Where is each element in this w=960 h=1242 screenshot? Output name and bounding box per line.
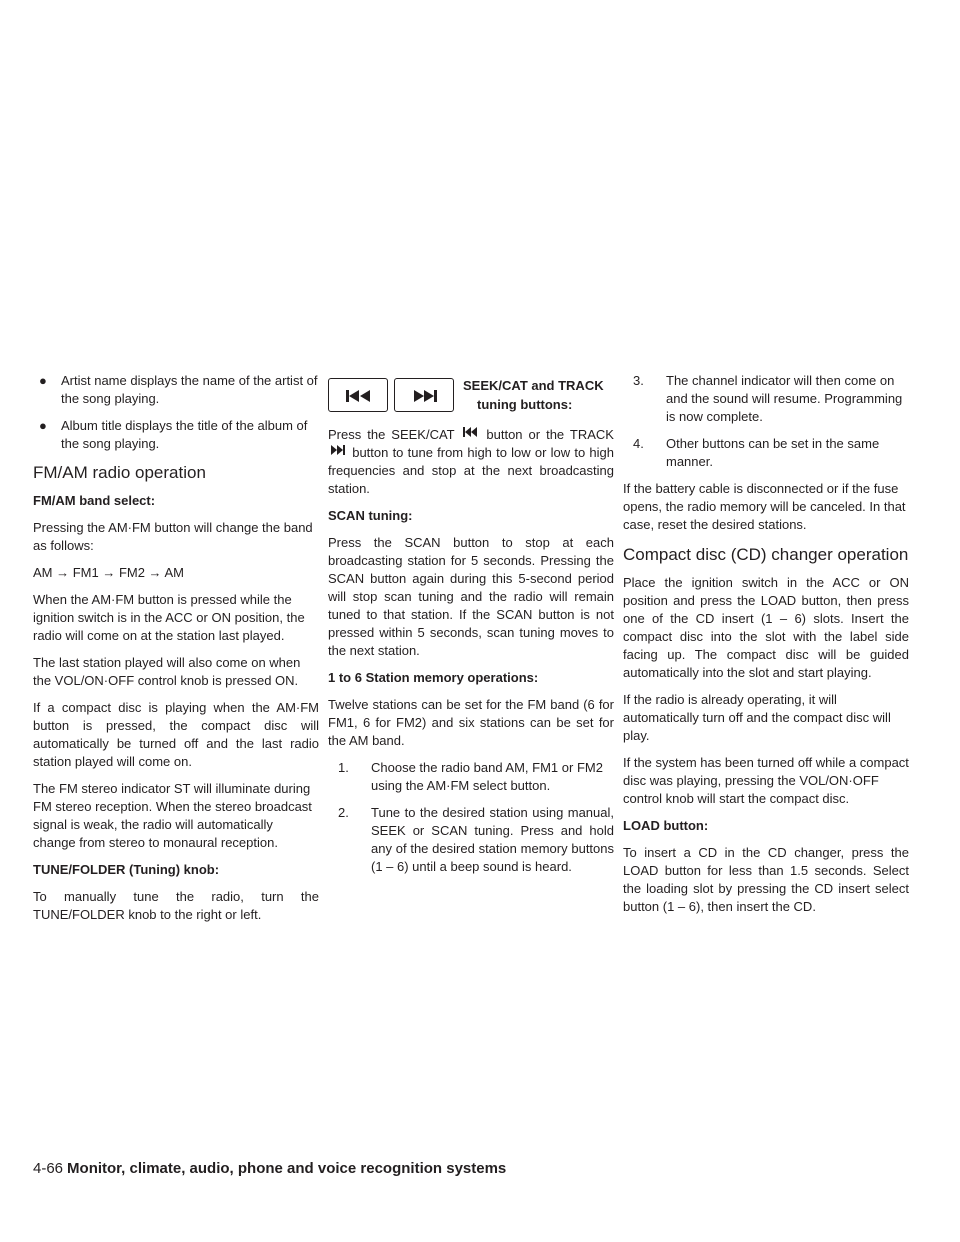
paragraph: If the battery cable is disconnected or if the fuse opens, the radio memory will be canceled. In that case, reset the desired stations. [623, 481, 906, 532]
step-text: Other buttons can be set in the same manner. [666, 436, 880, 469]
paragraph: To manually tune the radio, turn the TUNE/FOLDER knob to the right or left. [33, 889, 319, 922]
subheading-scan: SCAN tuning: [328, 508, 413, 523]
subheading-seek [463, 376, 604, 414]
page-footer [33, 1159, 506, 1179]
subheading-band-select: FM/AM band select: [33, 493, 156, 508]
subheading-seek-line1: SEEK/CAT and TRACK [463, 378, 604, 393]
column-middle [328, 372, 614, 885]
list-item [328, 804, 614, 876]
seek-text-a: Press the SEEK/CAT [328, 427, 455, 442]
skip-back-icon [344, 389, 374, 403]
bullet-text: Album title displays the title of the album of the song playing. [61, 418, 308, 451]
subheading-load: LOAD button: [623, 818, 709, 833]
page-number: 4-66 [33, 1160, 64, 1177]
paragraph: If the system has been turned off while a compact disc was playing, pressing the VOL/ON·OFF control knob will start the compact disc. [623, 755, 909, 806]
step-number: 3. [633, 373, 644, 388]
step-text: Tune to the desired station using manual, SEEK or SCAN tuning. Press and hold any of the desired station memory buttons (1 – 6) until a beep sound is heard. [371, 805, 614, 874]
list-item [328, 759, 614, 795]
column-left [33, 372, 319, 933]
list-item [33, 417, 319, 453]
paragraph: Press the SCAN button to stop at each broadcasting station for 5 seconds. Pressing the SCAN button again during this 5-second period will stop scan tuning and the radio will remain tuned to that station. If the SCAN button is not pressed within 5 seconds, scan tuning moves to the next station. [328, 535, 614, 658]
subheading-seek-line2: tuning buttons: [477, 397, 573, 412]
seek-heading-block [328, 372, 614, 426]
chapter-title: Monitor, climate, audio, phone and voice recognition systems [67, 1160, 507, 1177]
section-heading-fmam: FM/AM radio operation [33, 463, 206, 482]
skip-forward-icon [410, 389, 440, 403]
seek-button-illustration [328, 378, 456, 412]
paragraph: If the radio is already operating, it will automatically turn off and the compact disc will play. [623, 692, 891, 743]
paragraph: When the AM·FM button is pressed while the ignition switch is in the ACC or ON position, the radio will come on at the station last played. [33, 592, 305, 643]
band-sequence: AM → FM1 → FM2 → AM [33, 565, 184, 580]
seek-back-button-graphic [328, 378, 388, 412]
subheading-tune: TUNE/FOLDER (Tuning) knob: [33, 862, 220, 877]
step-number: 4. [633, 436, 644, 451]
step-number: 2. [338, 805, 349, 820]
column-right [623, 372, 909, 925]
bullet-text: Artist name displays the name of the artist of the song playing. [61, 373, 318, 406]
paragraph: Twelve stations can be set for the FM band (6 for FM1, 6 for FM2) and six stations can be set for the AM band. [328, 697, 614, 748]
step-text: Choose the radio band AM, FM1 or FM2 using the AM·FM select button. [371, 760, 603, 793]
list-item [623, 435, 909, 471]
list-item [623, 372, 909, 426]
paragraph: If a compact disc is playing when the AM·FM button is pressed, the compact disc will automatically be turned off and the last radio station played will come on. [33, 700, 319, 769]
seek-text-b: button or the TRACK [486, 427, 614, 442]
paragraph: Place the ignition switch in the ACC or ON position and press the LOAD button, then press one of the CD insert (1 – 6) slots. Insert the compact disc into the slot with the label side facing up. The compact disc will be guided automatically into the slot and start playing. [623, 575, 909, 680]
skip-forward-icon [330, 444, 346, 456]
paragraph: The last station played will also come on when the VOL/ON·OFF control knob is pressed ON. [33, 655, 301, 688]
seek-text-c: button to tune from high to low or low to high frequencies and stop at the next broadcasting station. [328, 445, 614, 496]
skip-back-icon [462, 426, 478, 438]
step-text: The channel indicator will then come on and the sound will resume. Programming is now complete. [666, 373, 903, 424]
list-item [33, 372, 319, 408]
subheading-memory: 1 to 6 Station memory operations: [328, 670, 539, 685]
paragraph: To insert a CD in the CD changer, press the LOAD button for less than 1.5 seconds. Select the loading slot by pressing the CD insert select button (1 – 6), then insert the CD. [623, 845, 909, 914]
paragraph-seek [328, 426, 614, 498]
bullet-dot-icon: ● [39, 418, 47, 433]
paragraph: The FM stereo indicator ST will illuminate during FM stereo reception. When the stereo broadcast signal is weak, the radio will automatically change from stereo to monaural reception. [33, 781, 312, 850]
track-forward-button-graphic [394, 378, 454, 412]
section-heading-cd: Compact disc (CD) changer operation [623, 545, 909, 564]
paragraph: Pressing the AM·FM button will change the band as follows: [33, 520, 313, 553]
step-number: 1. [338, 760, 349, 775]
bullet-dot-icon: ● [39, 373, 47, 388]
